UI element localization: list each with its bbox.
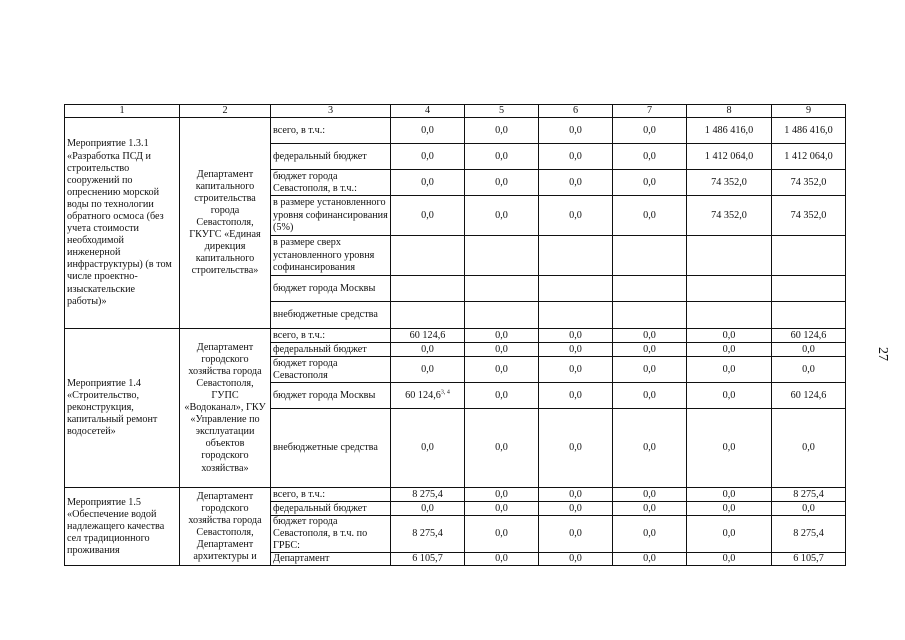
funding-source-cell: в размере сверх установленного уровня софинансирования [271, 236, 391, 276]
value-cell [465, 383, 539, 409]
value-cell [391, 488, 465, 502]
value-text: 0,0 [495, 209, 508, 221]
value-cell [687, 383, 772, 409]
value-text: 0,0 [643, 124, 656, 136]
funding-source-cell: всего, в т.ч.: [271, 118, 391, 144]
value-text: 0,0 [569, 363, 582, 375]
column-number: 9 [772, 105, 846, 118]
value-cell [687, 144, 772, 170]
value-cell [539, 276, 613, 302]
funding-source-cell: федеральный бюджет [271, 144, 391, 170]
value-text: 0,0 [421, 176, 434, 188]
value-cell [613, 329, 687, 343]
value-cell [465, 144, 539, 170]
value-text: 0,0 [495, 389, 508, 401]
value-cell [391, 329, 465, 343]
value-text: 0,0 [495, 502, 508, 514]
value-text: 0,0 [569, 488, 582, 500]
value-cell [772, 553, 846, 566]
value-text: 0,0 [569, 502, 582, 514]
value-cell [391, 502, 465, 516]
measure-name-cell: Мероприятие 1.5 «Обеспечение водой надлежащего качества сел традиционного проживания [65, 488, 180, 566]
value-cell [613, 357, 687, 383]
value-cell [687, 357, 772, 383]
value-text: 0,0 [495, 363, 508, 375]
value-text: 0,0 [569, 343, 582, 355]
value-text: 0,0 [643, 502, 656, 514]
value-text: 0,0 [722, 528, 736, 540]
value-cell [687, 553, 772, 566]
funding-source-cell: всего, в т.ч.: [271, 488, 391, 502]
column-number: 2 [180, 105, 271, 118]
value-cell [687, 196, 772, 236]
value-cell [613, 488, 687, 502]
value-cell [465, 516, 539, 553]
value-cell [391, 118, 465, 144]
value-text: 0,0 [569, 329, 582, 341]
value-text: 0,0 [495, 553, 508, 565]
value-cell [613, 302, 687, 329]
measure-name-cell: Мероприятие 1.3.1 «Разработка ПСД и строительство сооружений по опреснению морской воды по технологии обратного осмоса (без учета стоимости необходимой инженерной инфраструктуры) (в том числе проектно-изыскательские работы)» [65, 118, 180, 329]
value-text: 0,0 [722, 553, 736, 565]
value-cell [539, 118, 613, 144]
value-text: 0,0 [569, 150, 582, 162]
value-cell [772, 488, 846, 502]
value-cell [391, 276, 465, 302]
value-cell [539, 409, 613, 488]
value-text: 0,0 [569, 528, 582, 540]
value-text: 60 124,6 [405, 389, 441, 401]
value-cell [772, 383, 846, 409]
value-cell [772, 236, 846, 276]
value-text: 0,0 [643, 528, 656, 540]
value-cell [539, 144, 613, 170]
value-text: 0,0 [643, 176, 656, 188]
column-number: 3 [271, 105, 391, 118]
value-text: 0,0 [802, 442, 815, 454]
column-number: 5 [465, 105, 539, 118]
value-text: 0,0 [421, 343, 434, 355]
value-text: 0,0 [495, 150, 508, 162]
executor-cell: Департамент городского хозяйства города Севастополя, ГУПС «Водоканал», ГКУ «Управление по эксплуатации объектов городского хозяйства» [180, 329, 271, 488]
value-text: 0,0 [495, 442, 508, 454]
value-text: 0,0 [643, 553, 656, 565]
value-text: 8 275,4 [412, 528, 443, 540]
value-cell [613, 196, 687, 236]
value-text: 0,0 [643, 488, 656, 500]
column-number: 1 [65, 105, 180, 118]
value-text: 0,0 [643, 389, 656, 401]
value-cell [687, 302, 772, 329]
value-cell [772, 343, 846, 357]
value-text: 8 275,4 [793, 528, 824, 540]
funding-source-cell: внебюджетные средства [271, 302, 391, 329]
value-cell [613, 516, 687, 553]
value-cell [391, 236, 465, 276]
value-cell [613, 236, 687, 276]
value-text: 0,0 [421, 124, 434, 136]
value-text: 0,0 [722, 389, 736, 401]
value-cell [391, 343, 465, 357]
value-text: 0,0 [569, 176, 582, 188]
funding-source-cell: бюджет города Севастополя [271, 357, 391, 383]
value-cell [772, 118, 846, 144]
value-cell [539, 383, 613, 409]
value-cell [687, 488, 772, 502]
value-cell [772, 144, 846, 170]
value-cell [465, 118, 539, 144]
value-text: 0,0 [643, 442, 656, 454]
value-text: 0,0 [722, 343, 736, 355]
funding-source-cell: Департамент [271, 553, 391, 566]
value-text: 0,0 [802, 502, 815, 514]
value-cell [772, 357, 846, 383]
value-cell [687, 118, 772, 144]
column-number: 7 [613, 105, 687, 118]
value-cell [391, 383, 465, 409]
value-text: 6 105,7 [793, 553, 824, 565]
value-cell [687, 502, 772, 516]
value-text: 0,0 [421, 150, 434, 162]
value-cell [391, 553, 465, 566]
funding-source-cell: в размере установленного уровня софинансирования (5%) [271, 196, 391, 236]
value-text: 0,0 [495, 124, 508, 136]
value-cell [539, 502, 613, 516]
value-text: 1 486 416,0 [784, 124, 833, 136]
value-cell [465, 343, 539, 357]
value-text: 0,0 [643, 363, 656, 375]
executor-cell: Департамент капитального строительства города Севастополя, ГКУГС «Единая дирекция капитального строительства» [180, 118, 271, 329]
table-row [65, 488, 846, 502]
value-cell [687, 516, 772, 553]
funding-source-cell: бюджет города Москвы [271, 383, 391, 409]
value-cell [391, 357, 465, 383]
value-cell [613, 502, 687, 516]
funding-source-cell: внебюджетные средства [271, 409, 391, 488]
funding-source-cell: бюджет города Севастополя, в т.ч.: [271, 170, 391, 196]
value-cell [465, 170, 539, 196]
value-text: 0,0 [569, 442, 582, 454]
value-cell [687, 409, 772, 488]
value-cell [613, 276, 687, 302]
value-cell [465, 409, 539, 488]
column-number: 6 [539, 105, 613, 118]
value-text: 60 124,6 [790, 329, 827, 341]
value-text: 0,0 [643, 209, 656, 221]
value-text: 0,0 [421, 502, 434, 514]
value-text: 60 124,6 [409, 329, 446, 341]
value-text: 74 352,0 [711, 176, 747, 188]
value-text: 0,0 [495, 488, 508, 500]
table-row [65, 329, 846, 343]
value-cell [391, 409, 465, 488]
value-text: 0,0 [569, 124, 582, 136]
value-text: 0,0 [802, 363, 815, 375]
value-cell [465, 357, 539, 383]
value-cell [613, 144, 687, 170]
value-text: 0,0 [722, 502, 736, 514]
value-cell [465, 276, 539, 302]
table-row [65, 118, 846, 144]
value-text: 0,0 [722, 442, 736, 454]
value-cell [772, 329, 846, 343]
value-text: 1 486 416,0 [704, 124, 754, 136]
value-cell [687, 236, 772, 276]
value-cell [465, 553, 539, 566]
value-text: 0,0 [643, 150, 656, 162]
value-text: 0,0 [495, 528, 508, 540]
value-text: 0,0 [421, 442, 434, 454]
value-cell [613, 383, 687, 409]
value-text: 0,0 [722, 488, 736, 500]
value-cell [613, 118, 687, 144]
column-number-row [65, 105, 846, 118]
funding-source-cell: федеральный бюджет [271, 343, 391, 357]
value-cell [465, 502, 539, 516]
value-text: 0,0 [643, 343, 656, 355]
value-cell [539, 302, 613, 329]
value-cell [687, 276, 772, 302]
value-cell [772, 276, 846, 302]
value-text: 1 412 064,0 [704, 150, 754, 162]
footnote-mark: 3, 4 [440, 389, 450, 396]
value-cell [772, 502, 846, 516]
column-number: 8 [687, 105, 772, 118]
value-cell [687, 329, 772, 343]
value-text: 0,0 [495, 329, 508, 341]
value-text: 0,0 [569, 553, 582, 565]
value-text: 0,0 [722, 363, 736, 375]
funding-source-cell: всего, в т.ч.: [271, 329, 391, 343]
value-text: 0,0 [569, 389, 582, 401]
value-cell [391, 170, 465, 196]
value-text: 8 275,4 [793, 488, 824, 500]
value-cell [613, 170, 687, 196]
value-cell [539, 488, 613, 502]
value-cell [772, 170, 846, 196]
value-text: 0,0 [495, 176, 508, 188]
value-cell [539, 516, 613, 553]
value-text: 0,0 [802, 343, 815, 355]
value-cell [539, 553, 613, 566]
value-text: 0,0 [569, 209, 582, 221]
value-cell [465, 488, 539, 502]
value-cell [539, 236, 613, 276]
value-cell [391, 144, 465, 170]
funding-source-cell: бюджет города Москвы [271, 276, 391, 302]
value-cell [539, 196, 613, 236]
value-text: 60 124,6 [790, 389, 827, 401]
value-cell [613, 553, 687, 566]
funding-source-cell: бюджет города Севастополя, в т.ч. по ГРБС: [271, 516, 391, 553]
value-cell [539, 329, 613, 343]
value-cell [772, 516, 846, 553]
value-text: 74 352,0 [711, 209, 747, 221]
value-text: 74 352,0 [790, 176, 827, 188]
value-cell [539, 343, 613, 357]
value-cell [465, 196, 539, 236]
value-cell [391, 196, 465, 236]
value-cell [613, 409, 687, 488]
value-cell [465, 329, 539, 343]
value-text: 1 412 064,0 [784, 150, 833, 162]
value-cell [539, 357, 613, 383]
value-text: 0,0 [495, 343, 508, 355]
measure-name-cell: Мероприятие 1.4 «Строительство, реконструкция, капитальный ремонт водосетей» [65, 329, 180, 488]
value-text: 0,0 [722, 329, 736, 341]
value-cell [772, 409, 846, 488]
value-text: 0,0 [643, 329, 656, 341]
value-text: 74 352,0 [790, 209, 827, 221]
executor-cell: Департамент городского хозяйства города Севастополя, Департамент архитектуры и [180, 488, 271, 566]
funding-source-cell: федеральный бюджет [271, 502, 391, 516]
value-text: 8 275,4 [412, 488, 443, 500]
value-cell [687, 343, 772, 357]
column-number: 4 [391, 105, 465, 118]
value-text: 0,0 [421, 209, 434, 221]
value-cell [391, 302, 465, 329]
value-text: 6 105,7 [412, 553, 443, 565]
value-cell [772, 302, 846, 329]
value-cell [687, 170, 772, 196]
value-cell [772, 196, 846, 236]
financing-table [64, 104, 846, 566]
value-cell [465, 236, 539, 276]
value-cell [391, 516, 465, 553]
value-cell [539, 170, 613, 196]
value-cell [613, 343, 687, 357]
value-text: 0,0 [421, 363, 434, 375]
value-cell [465, 302, 539, 329]
page-number: 27 [875, 347, 890, 361]
